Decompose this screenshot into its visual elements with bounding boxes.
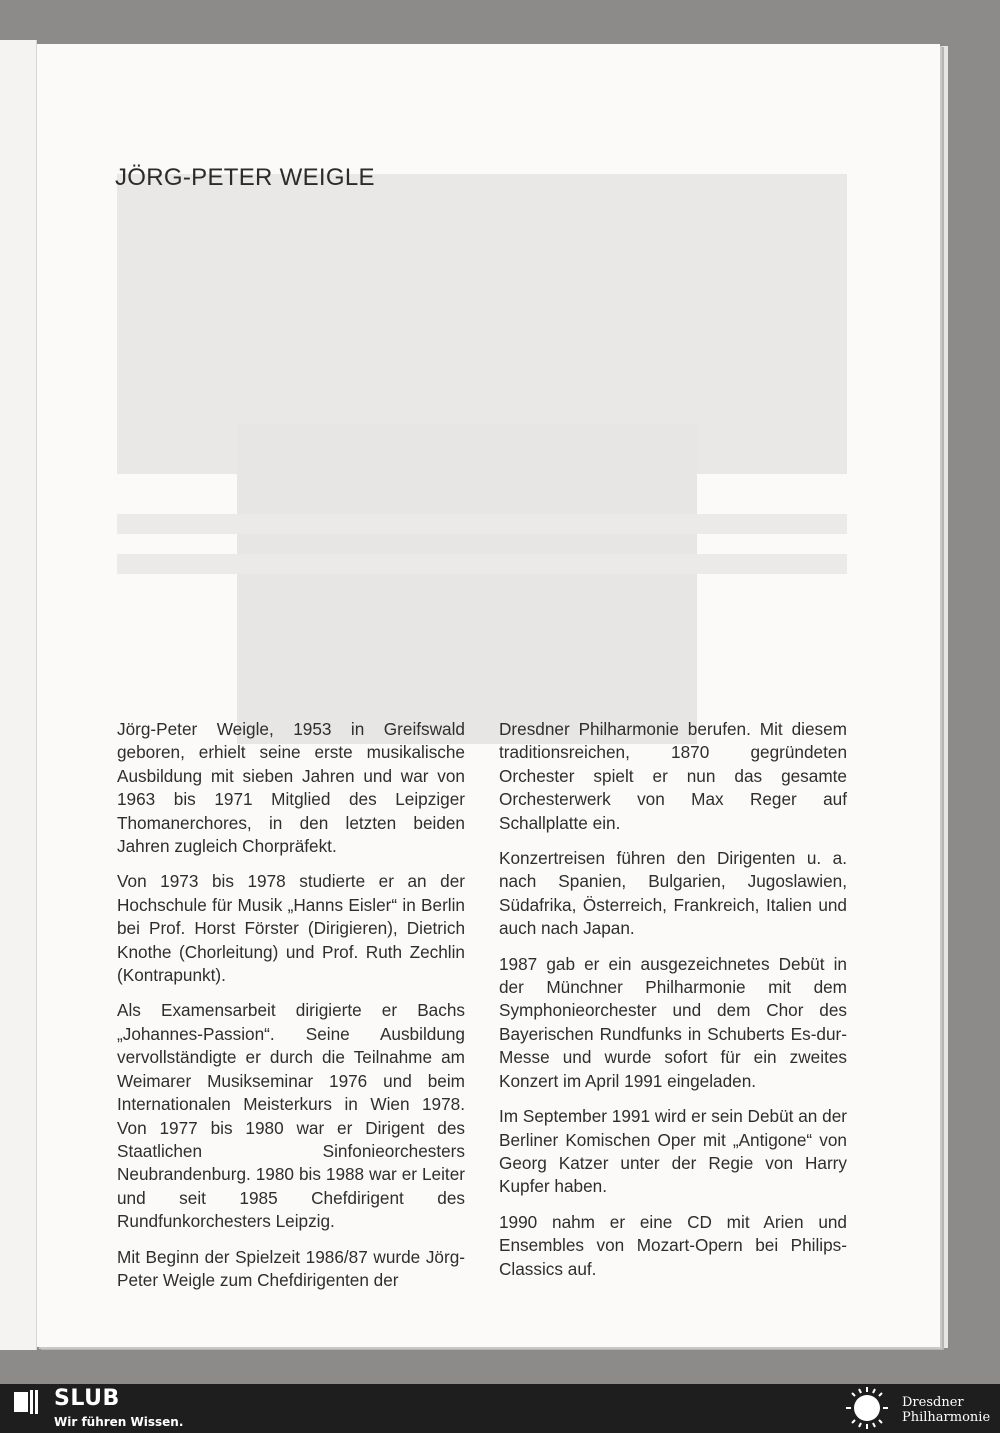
paragraph: Im September 1991 wird er sein Debüt an der Berliner Komischen Oper mit „Antigone“ von Georg Katzer unter der Regie von Harry Kupfer haben.: [499, 1106, 847, 1197]
left-text-column: [117, 718, 465, 1304]
facing-page-edge: [0, 40, 37, 1350]
document-page: [37, 44, 940, 1347]
show-through-image: [37, 44, 940, 744]
slub-logo-icon[interactable]: [14, 1390, 40, 1414]
right-text-column: [499, 718, 847, 1293]
page-stack-edge: [940, 46, 948, 1348]
library-tagline: Wir führen Wissen.: [54, 1415, 184, 1429]
paragraph: Als Examensarbeit dirigierte er Bachs „Johannes-Passion“. Seine Ausbildung vervollständigte er durch die Teilnahme am Weimarer Musikseminar 1976 und beim Internationalen Meisterkurs in Wien 1978. Von 1977 bis 1980 war er Dirigent des Staatlichen Sinfonieorchesters Neubrandenburg. 1980 bis 1988 war er Leiter und seit 1985 Chefdirigent des Rundfunkorchesters Leipzig.: [117, 1000, 465, 1232]
page-title: JÖRG-PETER WEIGLE: [115, 164, 375, 191]
paragraph: 1990 nahm er eine CD mit Arien und Ensembles von Mozart-Opern bei Philips-Classics auf.: [499, 1211, 847, 1279]
dresdner-philharmonie-logo-icon[interactable]: [842, 1385, 892, 1431]
paragraph: 1987 gab er ein ausgezeichnetes Debüt in der Münchner Philharmonie mit dem Symphonieorchester und dem Chor des Bayerischen Rundfunks in Schuberts Es-dur-Messe und wurde sofort für ein zweites Konzert im April 1991 eingeladen.: [499, 953, 847, 1091]
paragraph: Jörg-Peter Weigle, 1953 in Greifswald geboren, erhielt seine erste musikalische Ausbildung mit sieben Jahren und war von 1963 bis 1971 Mitglied des Leipziger Thomanerchores, in den letzten beiden Jahren zugleich Chorpräfekt.: [117, 719, 465, 857]
paragraph: Von 1973 bis 1978 studierte er an der Hochschule für Musik „Hanns Eisler“ in Berlin bei Prof. Horst Förster (Dirigieren), Dietrich Knothe (Chorleitung) und Prof. Ruth Zechlin (Kontrapunkt).: [117, 871, 465, 986]
paragraph: Mit Beginn der Spielzeit 1986/87 wurde Jörg-Peter Weigle zum Chefdirigenten der: [117, 1246, 465, 1290]
library-name[interactable]: SLUB: [54, 1386, 120, 1411]
paragraph: Konzertreisen führen den Dirigenten u. a. nach Spanien, Bulgarien, Jugoslawien, Südafrika, Österreich, Frankreich, Italien und auch nach Japan.: [499, 848, 847, 939]
partner-name-line1: Dresdner: [902, 1395, 964, 1410]
paragraph: Dresdner Philharmonie berufen. Mit diesem traditionsreichen, 1870 gegründeten Orchester spielt er nun das gesamte Orchesterwerk von Max Reger auf Schallplatte ein.: [499, 719, 847, 833]
partner-name-line2: Philharmonie: [902, 1410, 991, 1425]
